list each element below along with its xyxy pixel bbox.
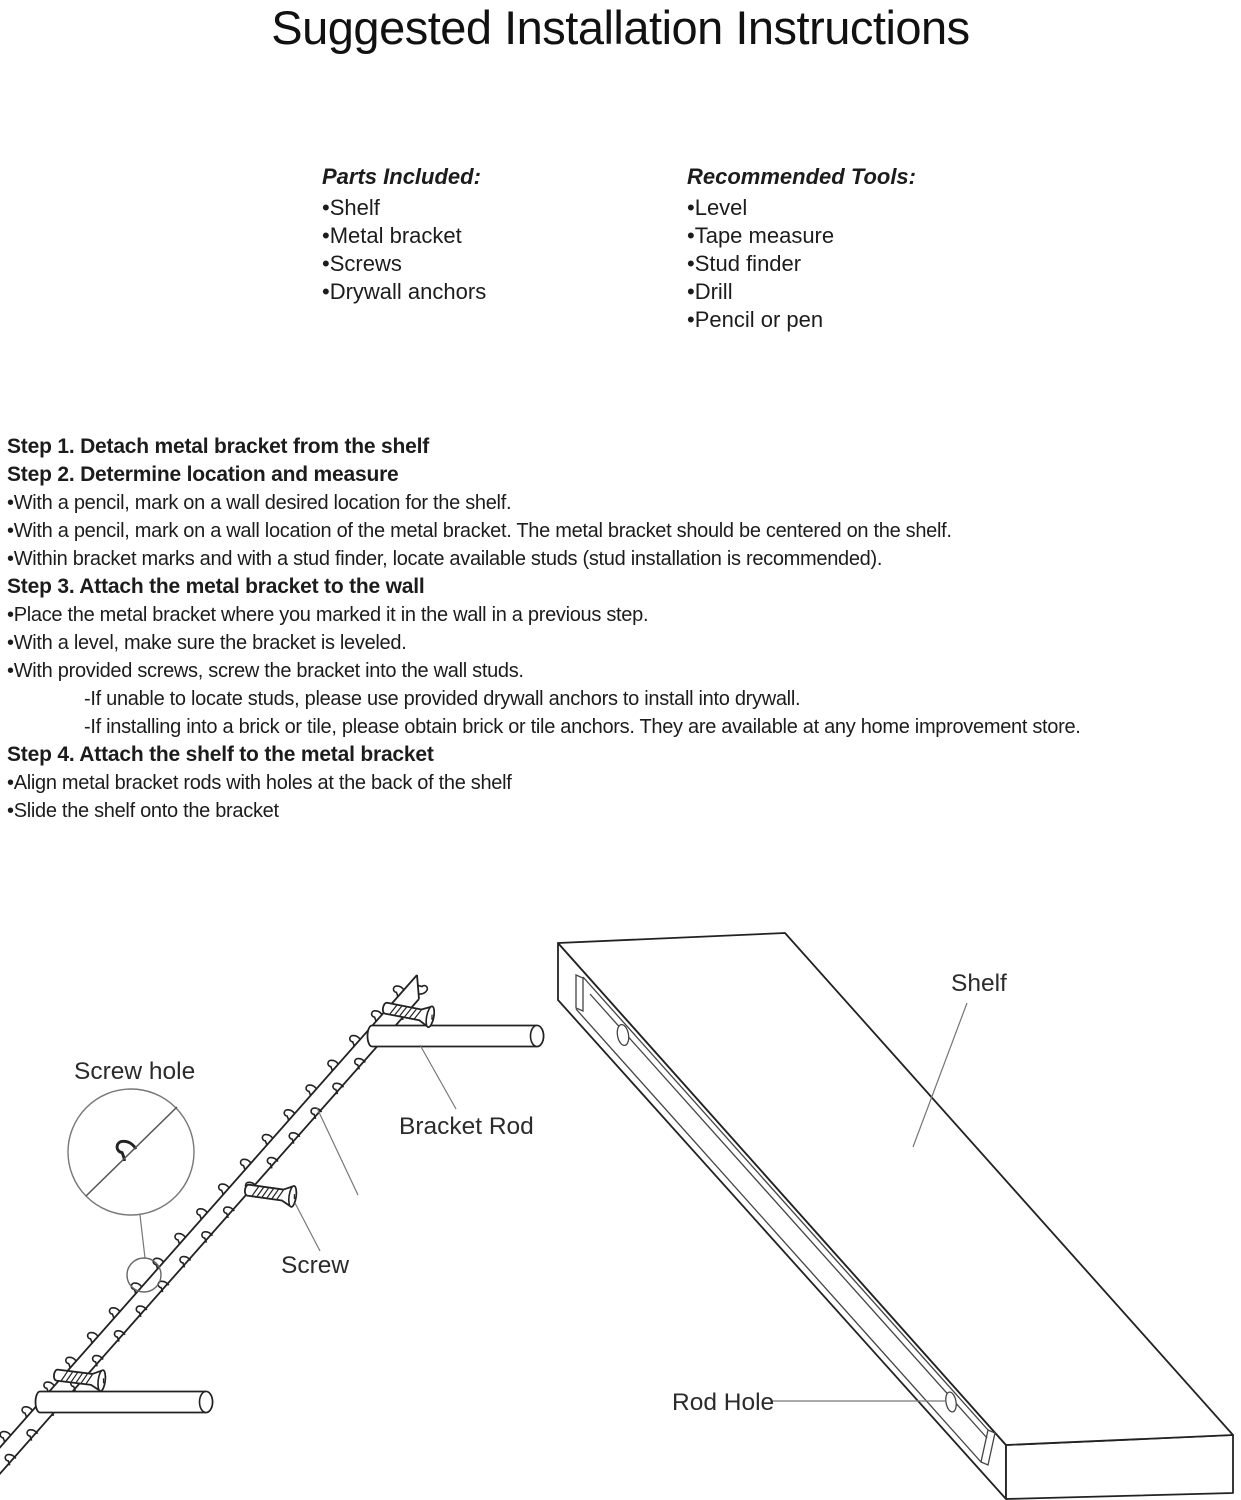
bracket-tooth bbox=[194, 1206, 207, 1219]
screw-hole-label: Screw hole bbox=[74, 1058, 196, 1085]
bracket-tooth bbox=[63, 1355, 76, 1368]
step-line: •With a pencil, mark on a wall location of the metal bracket. The metal bracket should be centered on the shelf. bbox=[7, 520, 952, 542]
parts-included-heading: Parts Included: bbox=[322, 164, 481, 189]
bracket-tooth bbox=[391, 984, 404, 997]
step-line: •Align metal bracket rods with holes at the back of the shelf bbox=[7, 772, 512, 794]
bracket-tooth bbox=[85, 1330, 98, 1343]
shelf-end-face bbox=[1006, 1435, 1233, 1499]
step-line: •With provided screws, screw the bracket into the wall studs. bbox=[7, 660, 524, 682]
bracket-tooth bbox=[347, 1033, 360, 1046]
bracket-rod-label: Bracket Rod bbox=[399, 1113, 534, 1140]
magnifier-detail-line bbox=[86, 1107, 177, 1196]
page-title: Suggested Installation Instructions bbox=[271, 1, 970, 54]
bracket-tooth bbox=[216, 1182, 229, 1195]
bracket-tooth bbox=[107, 1305, 120, 1318]
step-line: -If unable to locate studs, please use provided drywall anchors to install into drywall. bbox=[84, 688, 801, 710]
step-line: Step 3. Attach the metal bracket to the wall bbox=[7, 575, 425, 598]
screw-top bbox=[381, 997, 436, 1027]
bracket-rod-lower-endcap bbox=[200, 1392, 213, 1413]
screw-label: Screw bbox=[281, 1252, 350, 1279]
step-line: Step 1. Detach metal bracket from the shelf bbox=[7, 435, 430, 458]
screw-pointer-line bbox=[295, 1203, 320, 1251]
recommended-tools-heading: Recommended Tools: bbox=[687, 164, 916, 189]
magnifier-target-circle bbox=[127, 1258, 161, 1292]
step-line: Step 4. Attach the shelf to the metal bracket bbox=[7, 743, 434, 766]
bracket-tooth bbox=[260, 1132, 273, 1145]
bracket-rod-lower bbox=[36, 1392, 213, 1413]
parts-list-item: •Screws bbox=[322, 251, 402, 276]
magnifier-connector-line bbox=[140, 1215, 145, 1258]
rod-hole-label: Rod Hole bbox=[672, 1389, 775, 1416]
screw-bottom bbox=[53, 1364, 107, 1391]
tools-list-item: •Pencil or pen bbox=[687, 307, 824, 332]
bracket-pointer-line bbox=[317, 1108, 358, 1195]
screw-middle bbox=[244, 1179, 298, 1207]
screw-hole-magnifier bbox=[68, 1089, 194, 1292]
step-line: •Slide the shelf onto the bracket bbox=[7, 800, 279, 822]
tools-list-item: •Level bbox=[687, 195, 748, 220]
parts-list-item: •Drywall anchors bbox=[322, 279, 487, 304]
tools-list-item: •Drill bbox=[687, 279, 733, 304]
tools-list-item: •Stud finder bbox=[687, 251, 802, 276]
bracket-rod-upper bbox=[368, 1026, 544, 1047]
step-line: •With a level, make sure the bracket is leveled. bbox=[7, 632, 407, 654]
step-line: •Within bracket marks and with a stud finder, locate available studs (stud installation is recommended). bbox=[7, 548, 883, 570]
step-line: •With a pencil, mark on a wall desired location for the shelf. bbox=[7, 492, 512, 514]
step-line: -If installing into a brick or tile, please obtain brick or tile anchors. They are available at any home improvement store. bbox=[84, 716, 1081, 738]
bracket-tooth bbox=[304, 1083, 317, 1096]
bracket-tooth bbox=[173, 1231, 186, 1244]
bracket-rod-upper-endcap bbox=[531, 1026, 544, 1047]
parts-list-item: •Metal bracket bbox=[322, 223, 462, 248]
parts-list-item: •Shelf bbox=[322, 195, 380, 220]
bracket-tooth bbox=[151, 1256, 164, 1269]
bracket-tooth bbox=[282, 1107, 295, 1120]
step-line: Step 2. Determine location and measure bbox=[7, 463, 399, 486]
bracket-strip-edges bbox=[0, 975, 419, 1494]
metal-bracket-drawing bbox=[0, 975, 428, 1494]
shelf-label: Shelf bbox=[951, 970, 1007, 997]
bracket-tooth bbox=[20, 1404, 33, 1417]
step-line: •Place the metal bracket where you marked it in the wall in a previous step. bbox=[7, 604, 649, 626]
bracket-tooth bbox=[369, 1008, 382, 1021]
tools-list-item: •Tape measure bbox=[687, 223, 835, 248]
bracket-tooth bbox=[325, 1058, 338, 1071]
shelf-drawing bbox=[558, 933, 1233, 1499]
bracket-tooth bbox=[238, 1157, 251, 1170]
bracket-rod-pointer-line bbox=[420, 1045, 456, 1109]
